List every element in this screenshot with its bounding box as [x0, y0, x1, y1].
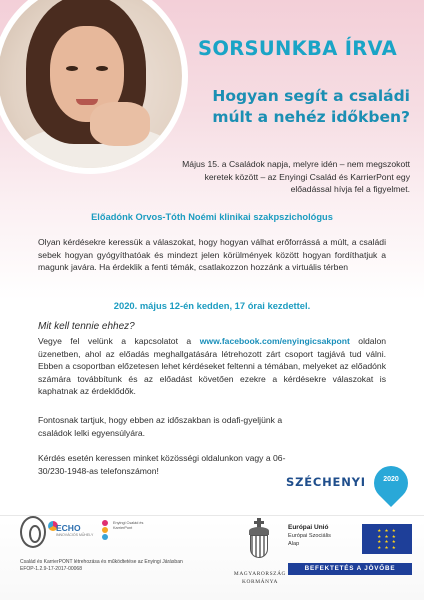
facebook-link[interactable]: www.facebook.com/enyingicsakpont	[199, 336, 350, 346]
eu-title: Európai Unió	[288, 524, 329, 531]
government-name: MAGYARORSZÁG KORMÁNYA	[233, 571, 287, 585]
eu-fund-name: Európai Szociális Alap	[288, 533, 331, 547]
how-to-join-heading: Mit kell tennie ehhez?	[38, 321, 135, 332]
szechenyi-year: 2020	[383, 476, 399, 483]
importance-paragraph: Fontosnak tartjuk, hogy ebben az időszakban is odafi-gyeljünk a családok lelki egyensúlyára.	[38, 415, 283, 438]
family-point-logo-icon	[20, 516, 46, 548]
eu-flag-icon	[362, 524, 412, 554]
enyingi-logo-icon	[100, 520, 110, 542]
eu-stars-icon: ★ ★ ★ ★ ★ ★ ★ ★ ★ ★ ★ ★	[377, 528, 397, 550]
szechenyi-2020-logo	[286, 470, 416, 510]
echo-logo-subtext: INNOVÁCIÓS MŰHELY	[56, 533, 94, 537]
project-footnote: Család és KarrierPONT létrehozása és működtetése az Enyingi Járásban EFOP-1.2.9-17-2017-00068	[20, 559, 183, 572]
contact-paragraph: Kérdés esetén keressen minket közösségi oldalunkon vagy a 06-30/230-1948-as telefonszámon!	[38, 453, 286, 476]
szechenyi-name: SZÉCHENYI	[286, 475, 366, 489]
intro-text: Május 15. a Családok napja, melyre idén – nem megszokott keretek között – az Enyingi Család és KarrierPont egy előadással hívja fel a figyelmet.	[182, 159, 410, 194]
portrait-photo-frame	[0, 0, 188, 174]
event-date: 2020. május 12-én kedden, 17 órai kezdettel.	[113, 300, 311, 311]
eu-slogan-bar: BEFEKTETÉS A JÖVŐBE	[288, 563, 412, 575]
government-logo	[226, 518, 294, 596]
location-pin-icon	[367, 459, 415, 507]
partner-logos	[20, 516, 170, 556]
portrait-photo	[0, 0, 182, 168]
topic-paragraph: Olyan kérdésekre keressük a válaszokat, hogy hogyan válhat erőforrássá a múlt, a családi sebek hogyan gyógyíthatóak és mindezt jelen körülmények között hogyan fordíthatjuk a magunk javára. Ha érdeklik a fenti témák, csatlakozzon hozzánk a virtuális térben	[38, 237, 386, 272]
poster-subtitle: Hogyan segít a családi múlt a nehéz időkben?	[212, 87, 410, 126]
coat-of-arms-icon	[246, 518, 272, 560]
poster-title: SORSUNKBA ÍRVA	[198, 37, 398, 60]
enyingi-logo-text: Enyingi Család és KarrierPont	[113, 521, 144, 530]
echo-logo-text: ECHO	[56, 523, 81, 533]
eu-funding-logo	[288, 524, 418, 594]
join-instructions: Vegye fel velünk a kapcsolatot a www.facebook.com/enyingicsakpont oldalon üzenetben, ahol az előadás meghallgatására létrehozott zárt csoport tagjává tud válni. Ebben a csoportban előzetesen lehet kérdéseket feltenni a témában, melyeket az előadónk számára továbbítunk és az előadást követően ezekre a kérdésekre válaszokat is kaphatnak az érdeklődők.	[38, 336, 387, 396]
speaker-line: Előadónk Orvos-Tóth Noémi klinikai szakpszichológus	[91, 212, 333, 222]
